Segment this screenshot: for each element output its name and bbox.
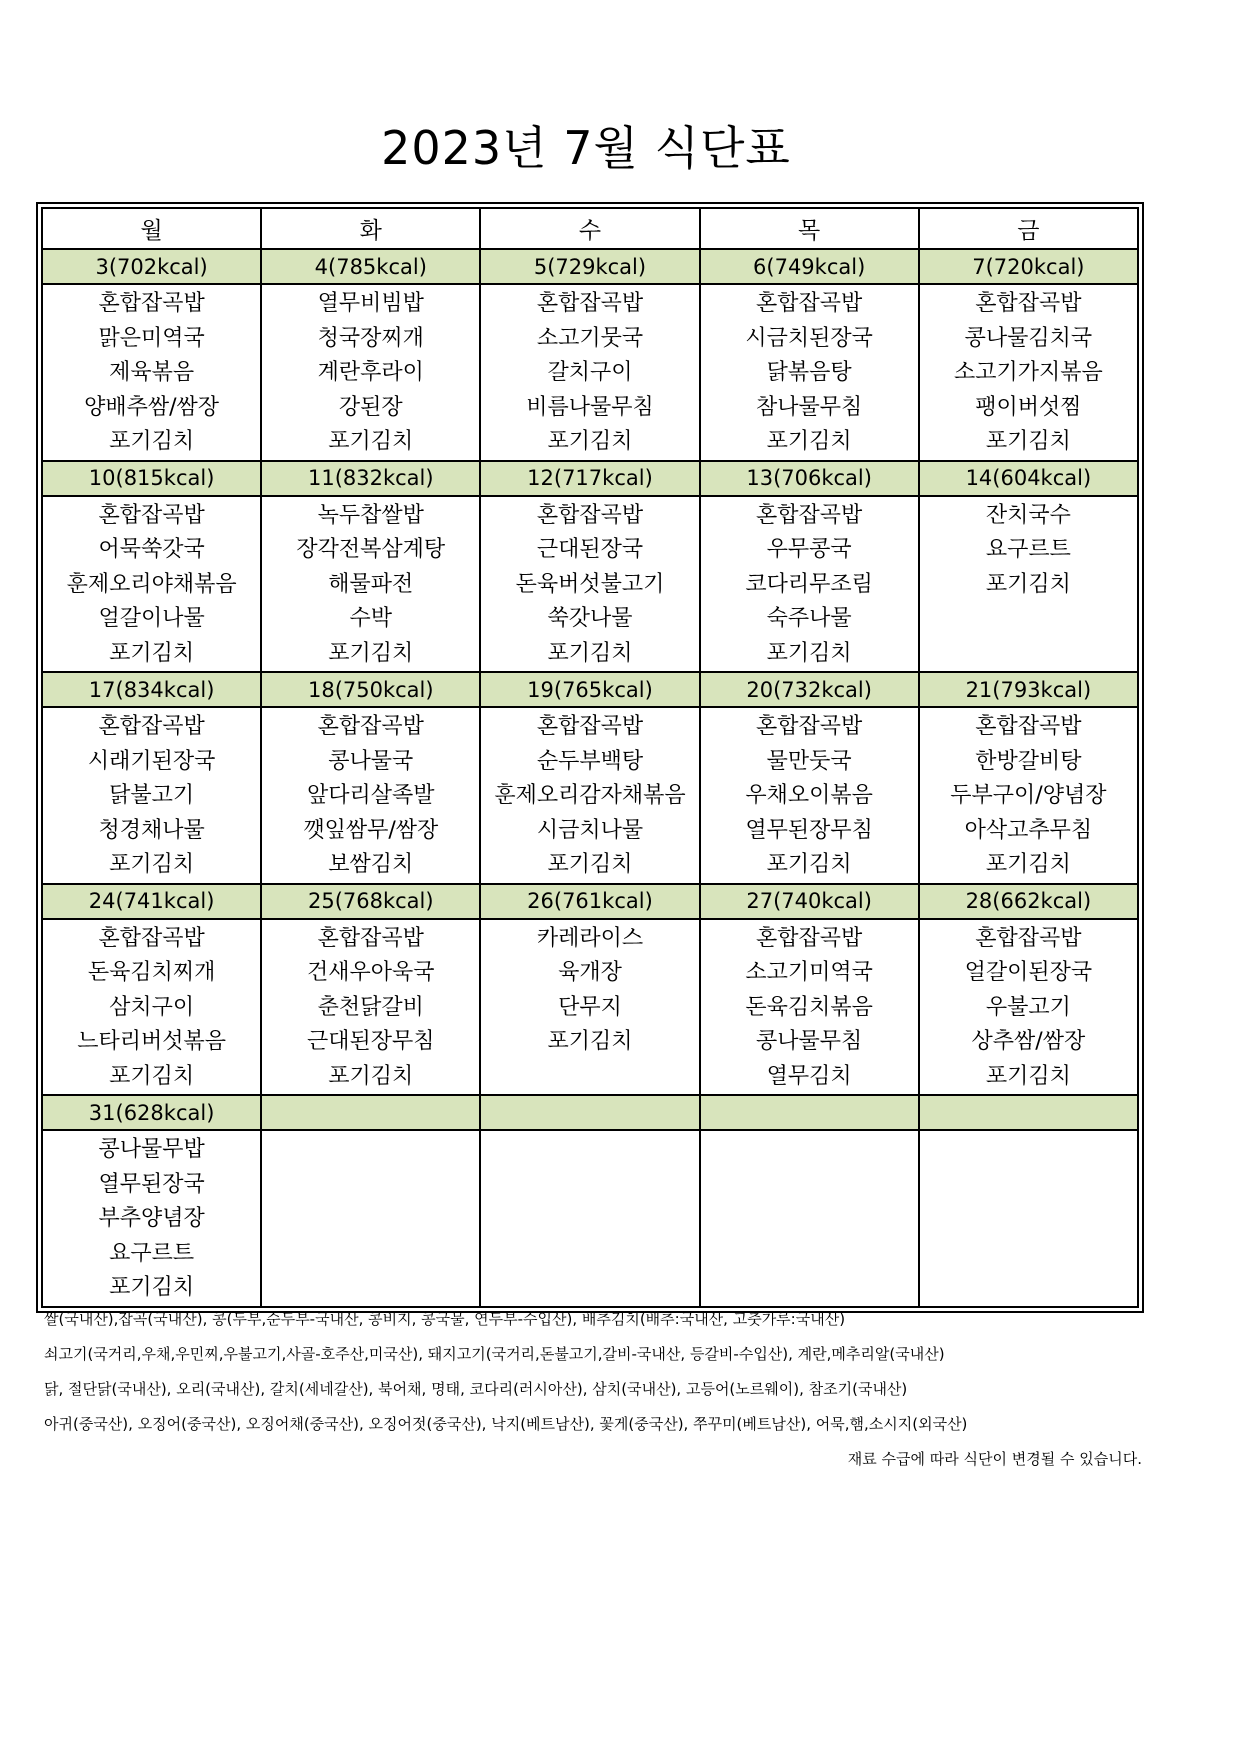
menu-item: 포기김치 (985, 429, 1071, 454)
menu-table (41, 207, 1139, 1308)
menu-item: 청경채나물 (98, 817, 205, 843)
menu-item: 우무콩국 (766, 537, 852, 562)
menu-item: 장각전복삼계탕 (296, 537, 446, 562)
menu-item: 열무김치 (766, 1063, 852, 1089)
menu-item: 순두부백탕 (536, 748, 644, 774)
menu-item: 요구르트 (985, 537, 1071, 562)
menu-item: 춘천닭갈비 (317, 994, 424, 1020)
menu-item: 혼합잡곡밥 (317, 714, 424, 739)
weekday-header: 화 (261, 208, 480, 249)
day-menu-cell (42, 1130, 261, 1307)
menu-item: 해물파전 (328, 571, 414, 597)
menu-item: 포기김치 (328, 1063, 414, 1089)
menu-item: 녹두찹쌀밥 (317, 502, 424, 528)
menu-item: 포기김치 (547, 1029, 633, 1054)
weekday-header: 월 (42, 208, 261, 249)
day-menu-cell (261, 496, 480, 673)
weekday-header: 금 (919, 208, 1138, 249)
day-date-kcal (700, 1095, 919, 1130)
day-date-kcal: 6(749kcal) (700, 249, 919, 284)
menu-item: 혼합잡곡밥 (756, 925, 863, 951)
menu-item: 청국장찌개 (317, 325, 424, 351)
weekday-header: 수 (480, 208, 699, 249)
menu-item: 삼치구이 (109, 994, 195, 1020)
day-date-kcal (480, 1095, 699, 1130)
menu-item: 혼합잡곡밥 (756, 714, 863, 739)
menu-item: 포기김치 (109, 640, 195, 666)
menu-item: 보쌈김치 (328, 852, 414, 877)
menu-item: 포기김치 (328, 429, 414, 454)
menu-item: 우불고기 (985, 994, 1071, 1020)
menu-item: 소고기미역국 (745, 960, 873, 985)
day-menu-cell (700, 284, 919, 461)
day-date-kcal: 10(815kcal) (42, 461, 261, 496)
menu-item: 포기김치 (985, 1063, 1071, 1089)
menu-item: 혼합잡곡밥 (317, 925, 424, 951)
menu-item: 포기김치 (109, 852, 195, 877)
menu-item: 아삭고추무침 (964, 817, 1093, 843)
menu-item: 훈제오리감자채볶음 (494, 783, 686, 808)
day-date-kcal: 18(750kcal) (261, 672, 480, 707)
menu-item: 포기김치 (766, 640, 852, 666)
day-date-kcal: 13(706kcal) (700, 461, 919, 496)
menu-item: 포기김치 (985, 852, 1071, 877)
menu-item: 얼갈이된장국 (964, 960, 1093, 985)
menu-item: 돈육김치찌개 (87, 960, 216, 985)
menu-item: 두부구이/양념장 (950, 783, 1107, 808)
day-menu-cell (42, 284, 261, 461)
menu-item: 포기김치 (547, 640, 633, 666)
menu-item: 양배추쌈/쌈장 (84, 394, 220, 420)
day-date-kcal (919, 1095, 1138, 1130)
origin-note-line: 쇠고기(국거리,우채,우민찌,우불고기,사골-호주산,미국산), 돼지고기(국거리,돈불고기,갈비-국내산, 등갈비-수입산), 계란,메추리알(국내산) (44, 1345, 945, 1363)
day-date-kcal: 20(732kcal) (700, 672, 919, 707)
date-row (42, 884, 1138, 919)
menu-item: 포기김치 (766, 852, 852, 877)
page-title: 2023년 7월 식단표 (381, 121, 791, 175)
day-date-kcal: 21(793kcal) (919, 672, 1138, 707)
menu-item: 포기김치 (109, 1063, 195, 1089)
menu-item: 포기김치 (547, 429, 633, 454)
menu-item: 혼합잡곡밥 (975, 714, 1082, 739)
day-date-kcal (261, 1095, 480, 1130)
date-row (42, 461, 1138, 496)
menu-item: 부추양념장 (98, 1206, 205, 1231)
menu-item: 쑥갓나물 (547, 606, 633, 631)
day-menu-cell (42, 919, 261, 1096)
date-row (42, 672, 1138, 707)
day-date-kcal: 17(834kcal) (42, 672, 261, 707)
day-date-kcal: 5(729kcal) (480, 249, 699, 284)
day-date-kcal: 28(662kcal) (919, 884, 1138, 919)
menu-item: 계란후라이 (317, 360, 424, 385)
menu-item: 시금치된장국 (745, 325, 873, 351)
menu-item: 포기김치 (547, 852, 633, 877)
day-date-kcal: 4(785kcal) (261, 249, 480, 284)
menu-item: 훈제오리야채볶음 (66, 571, 237, 597)
menu-item: 포기김치 (985, 571, 1071, 597)
menu-item: 육개장 (558, 960, 622, 985)
menu-item: 혼합잡곡밥 (975, 925, 1082, 951)
day-menu-cell (480, 919, 699, 1096)
date-row (42, 249, 1138, 284)
menu-item: 소고기가지볶음 (953, 360, 1103, 385)
origin-note-line: 닭, 절단닭(국내산), 오리(국내산), 갈치(세네갈산), 북어채, 명태, 코다리(러시아산), 삼치(국내산), 고등어(노르웨이), 참조기(국내산) (44, 1380, 908, 1398)
day-menu-cell (919, 1130, 1138, 1307)
weekday-header: 목 (700, 208, 919, 249)
menu-item: 수박 (349, 606, 393, 631)
menu-items-row (42, 496, 1138, 673)
menu-item: 혼합잡곡밥 (536, 291, 644, 316)
menu-item: 건새우아욱국 (307, 960, 435, 985)
menu-items-row (42, 707, 1138, 884)
menu-item: 돈육김치볶음 (745, 994, 873, 1020)
menu-item: 열무된장국 (98, 1171, 205, 1197)
menu-item: 닭불고기 (109, 783, 195, 808)
day-date-kcal: 14(604kcal) (919, 461, 1138, 496)
day-date-kcal: 7(720kcal) (919, 249, 1138, 284)
menu-table-frame (36, 202, 1144, 1313)
day-date-kcal: 27(740kcal) (700, 884, 919, 919)
menu-items-row (42, 919, 1138, 1096)
menu-item: 잔치국수 (985, 502, 1071, 528)
menu-item: 닭볶음탕 (766, 360, 852, 385)
menu-item: 우채오이볶음 (745, 783, 873, 808)
day-menu-cell (261, 1130, 480, 1307)
day-menu-cell (480, 284, 699, 461)
menu-item: 열무된장무침 (745, 817, 873, 843)
menu-item: 카레라이스 (536, 925, 644, 951)
day-date-kcal: 19(765kcal) (480, 672, 699, 707)
menu-item: 혼합잡곡밥 (98, 291, 205, 316)
menu-item: 느타리버섯볶음 (77, 1029, 226, 1054)
menu-item: 제육볶음 (109, 360, 195, 385)
menu-item: 혼합잡곡밥 (756, 291, 863, 316)
day-menu-cell (919, 284, 1138, 461)
menu-item: 혼합잡곡밥 (536, 714, 644, 739)
menu-item: 혼합잡곡밥 (98, 925, 205, 951)
weekday-header-row (42, 208, 1138, 249)
day-date-kcal: 24(741kcal) (42, 884, 261, 919)
day-menu-cell (700, 707, 919, 884)
menu-item: 돈육버섯불고기 (515, 571, 665, 597)
menu-item: 상추쌈/쌈장 (971, 1029, 1086, 1054)
menu-item: 열무비빔밥 (317, 291, 424, 316)
day-date-kcal: 31(628kcal) (42, 1095, 261, 1130)
day-menu-cell (700, 919, 919, 1096)
menu-item: 시래기된장국 (87, 748, 216, 774)
day-menu-cell (700, 496, 919, 673)
menu-item: 포기김치 (109, 429, 195, 454)
menu-item: 콩나물국 (328, 748, 414, 774)
day-menu-cell (261, 284, 480, 461)
day-date-kcal: 25(768kcal) (261, 884, 480, 919)
menu-item: 숙주나물 (766, 606, 852, 631)
day-date-kcal: 12(717kcal) (480, 461, 699, 496)
menu-item: 포기김치 (109, 1275, 195, 1300)
day-menu-cell (480, 707, 699, 884)
menu-item: 혼합잡곡밥 (98, 502, 205, 528)
menu-item: 앞다리살족발 (307, 783, 435, 808)
day-menu-cell (480, 1130, 699, 1307)
menu-item: 혼합잡곡밥 (98, 714, 205, 739)
day-menu-cell (919, 496, 1138, 673)
menu-item: 요구르트 (109, 1240, 195, 1266)
date-row (42, 1095, 1138, 1130)
day-date-kcal: 26(761kcal) (480, 884, 699, 919)
menu-item: 코다리무조림 (745, 571, 873, 597)
menu-items-row (42, 284, 1138, 461)
menu-item: 근대된장무침 (307, 1029, 435, 1054)
menu-item: 콩나물김치국 (964, 325, 1093, 351)
menu-item: 비름나물무침 (526, 394, 654, 420)
menu-item: 얼갈이나물 (98, 606, 205, 631)
day-menu-cell (919, 707, 1138, 884)
menu-item: 콩나물무침 (756, 1029, 863, 1054)
day-menu-cell (480, 496, 699, 673)
menu-item: 한방갈비탕 (975, 748, 1082, 774)
menu-item: 팽이버섯찜 (975, 394, 1082, 420)
menu-item: 혼합잡곡밥 (536, 502, 644, 528)
menu-items-row (42, 1130, 1138, 1307)
menu-item: 참나물무침 (756, 394, 863, 420)
day-date-kcal: 11(832kcal) (261, 461, 480, 496)
day-date-kcal: 3(702kcal) (42, 249, 261, 284)
menu-item: 맑은미역국 (98, 325, 205, 351)
menu-item: 어묵쑥갓국 (98, 537, 205, 562)
day-menu-cell (42, 496, 261, 673)
menu-item: 혼합잡곡밥 (756, 502, 863, 528)
menu-item: 물만둣국 (766, 748, 852, 774)
origin-notes (44, 1302, 1142, 1477)
menu-item: 혼합잡곡밥 (975, 291, 1082, 316)
menu-item: 강된장 (338, 394, 403, 420)
day-menu-cell (42, 707, 261, 884)
day-menu-cell (700, 1130, 919, 1307)
menu-item: 콩나물무밥 (98, 1137, 205, 1162)
day-menu-cell (261, 919, 480, 1096)
day-menu-cell (919, 919, 1138, 1096)
menu-item: 단무지 (558, 994, 622, 1020)
menu-item: 갈치구이 (547, 360, 633, 385)
menu-item: 근대된장국 (536, 537, 644, 562)
menu-item: 포기김치 (766, 429, 852, 454)
menu-item: 시금치나물 (536, 817, 644, 843)
disclaimer-text: 재료 수급에 따라 식단이 변경될 수 있습니다. (847, 1450, 1142, 1468)
origin-note-line: 쌀(국내산),잡곡(국내산), 콩(두부,순두부-국내산, 콩비지, 콩국물, 연두부-수입산), 배추김치(배추:국내산, 고춧가루:국내산) (44, 1310, 846, 1328)
day-menu-cell (261, 707, 480, 884)
origin-note-line: 아귀(중국산), 오징어(중국산), 오징어채(중국산), 오징어젓(중국산), 낙지(베트남산), 꽃게(중국산), 쭈꾸미(베트남산), 어묵,햄,소시지(외국산) (44, 1415, 968, 1433)
menu-item: 소고기뭇국 (536, 325, 644, 351)
menu-item: 깻잎쌈무/쌈장 (303, 817, 439, 843)
menu-item: 포기김치 (328, 640, 414, 666)
